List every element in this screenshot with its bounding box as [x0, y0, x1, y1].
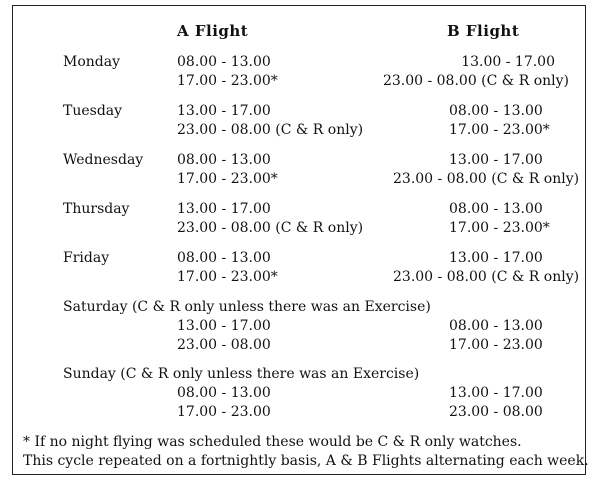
thursday-b-shift-2: 17.00 - 23.00*	[449, 220, 550, 236]
saturday-b-shift-2: 17.00 - 23.00	[449, 337, 543, 353]
monday-a-shift-2: 17.00 - 23.00*	[177, 73, 278, 89]
tuesday-b-shift-1: 08.00 - 13.00	[449, 103, 543, 119]
wednesday-a-shift-2: 17.00 - 23.00*	[177, 171, 278, 187]
day-label-thursday: Thursday	[63, 201, 130, 217]
b-flight-header: B Flight	[447, 22, 520, 40]
footnote-night-flying: * If no night flying was scheduled these would be C & R only watches.	[23, 434, 522, 450]
footnote-fortnightly-cycle: This cycle repeated on a fortnightly basis, A & B Flights alternating each week.	[23, 453, 589, 469]
saturday-a-shift-1: 13.00 - 17.00	[177, 318, 271, 334]
day-label-tuesday: Tuesday	[63, 103, 123, 119]
thursday-b-shift-1: 08.00 - 13.00	[449, 201, 543, 217]
day-label-wednesday: Wednesday	[63, 152, 144, 168]
saturday-heading: Saturday (C & R only unless there was an Exercise)	[63, 299, 431, 315]
friday-b-shift-1: 13.00 - 17.00	[449, 250, 543, 266]
thursday-a-shift-2: 23.00 - 08.00 (C & R only)	[177, 220, 364, 236]
wednesday-a-shift-1: 08.00 - 13.00	[177, 152, 271, 168]
day-label-monday: Monday	[63, 54, 120, 70]
tuesday-b-shift-2: 17.00 - 23.00*	[449, 122, 550, 138]
monday-a-shift-1: 08.00 - 13.00	[177, 54, 271, 70]
thursday-a-shift-1: 13.00 - 17.00	[177, 201, 271, 217]
sunday-b-shift-1: 13.00 - 17.00	[449, 385, 543, 401]
sunday-heading: Sunday (C & R only unless there was an Exercise)	[63, 366, 420, 382]
a-flight-header: A Flight	[177, 22, 249, 40]
saturday-b-shift-1: 08.00 - 13.00	[449, 318, 543, 334]
friday-b-shift-2: 23.00 - 08.00 (C & R only)	[393, 269, 580, 285]
friday-a-shift-2: 17.00 - 23.00*	[177, 269, 278, 285]
tuesday-a-shift-2: 23.00 - 08.00 (C & R only)	[177, 122, 364, 138]
monday-b-shift-1: 13.00 - 17.00	[461, 54, 555, 70]
day-label-friday: Friday	[63, 250, 110, 266]
monday-b-shift-2: 23.00 - 08.00 (C & R only)	[382, 73, 569, 89]
saturday-a-shift-2: 23.00 - 08.00	[177, 337, 271, 353]
friday-a-shift-1: 08.00 - 13.00	[177, 250, 271, 266]
tuesday-a-shift-1: 13.00 - 17.00	[177, 103, 271, 119]
watch-schedule-table	[12, 5, 589, 475]
sunday-a-shift-2: 17.00 - 23.00	[177, 404, 271, 420]
sunday-a-shift-1: 08.00 - 13.00	[177, 385, 271, 401]
wednesday-b-shift-2: 23.00 - 08.00 (C & R only)	[393, 171, 580, 187]
sunday-b-shift-2: 23.00 - 08.00	[449, 404, 543, 420]
wednesday-b-shift-1: 13.00 - 17.00	[449, 152, 543, 168]
